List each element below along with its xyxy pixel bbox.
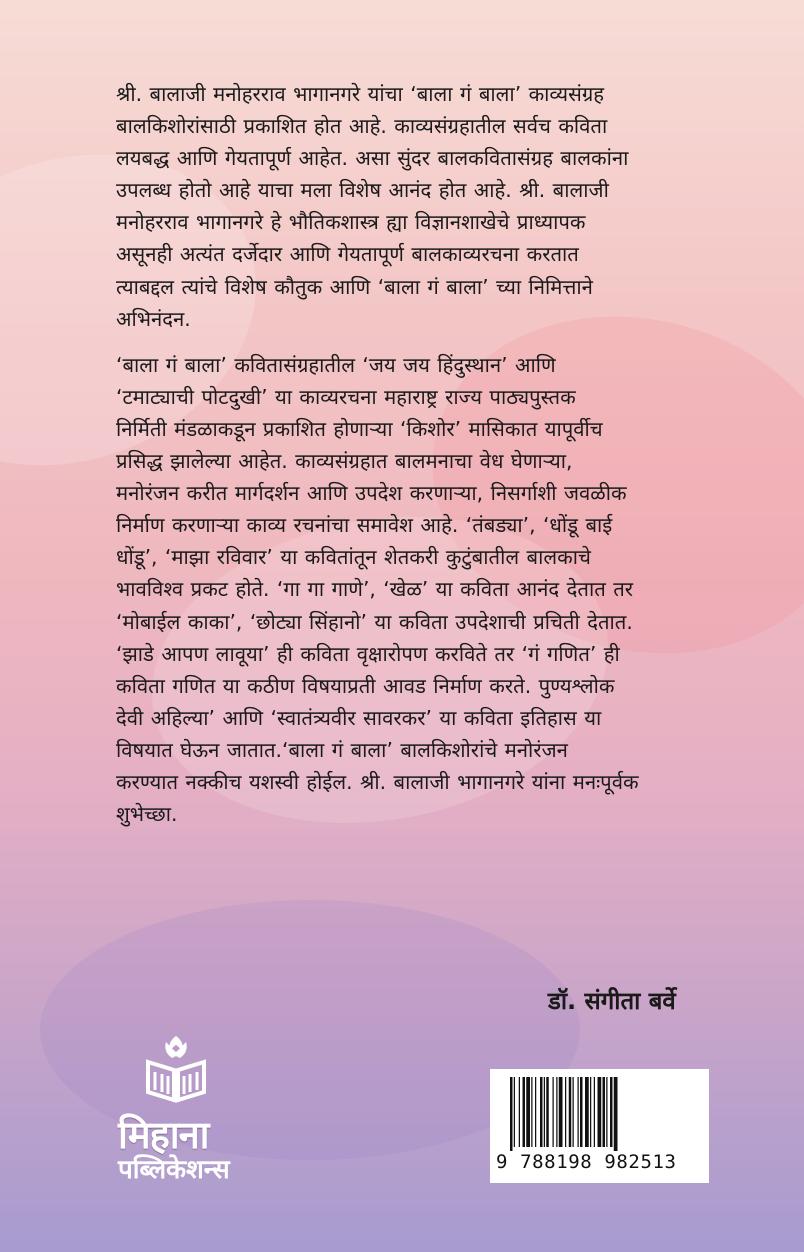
- barcode-bar: [540, 1077, 543, 1147]
- barcode-bar: [580, 1077, 583, 1147]
- blurb-paragraph-2: ‘बाला गं बाला’ कवितासंग्रहातील ‘जय जय हिंदुस्थान’ आणि ‘टमाट्याची पोटदुखी’ या काव्यरचना महाराष्ट्र राज्य पाठ्यपुस्तक निर्मिती मंडळाकडून प्रकाशित होणाऱ्या ‘किशोर’ मासिकात यापूर्वीच प्रसिद्ध झालेल्या आहेत. काव्यसंग्रहात बालमनाचा वेध घेणाऱ्या, मनोरंजन करीत मार्गदर्शन आणि उपदेश करणाऱ्या, निसर्गाशी जवळीक निर्माण करणाऱ्या काव्य रचनांचा समावेश आहे. ‘तंबड्या’, ‘धोंडू बाई धोंडू’, ‘माझा रविवार’ या कवितांतून शेतकरी कुटुंबातील बालकाचे भावविश्व प्रकट होते. ‘गा गा गाणे’, ‘खेळ’ या कविता आनंद देतात तर ‘मोबाईल काका’, ‘छोट्या सिंहानो’ या कविता उपदेशाची प्रचिती देतात. ‘झाडे आपण लावूया’ ही कविता वृक्षारोपण करविते तर ‘गं गणित’ ही कविता गणित या कठीण विषयाप्रती आवड निर्माण करते. पुण्यश्लोक देवी अहिल्या’ आणि ‘स्वातंत्र्यवीर सावरकर’ या कविता इतिहास या विषयात घेऊन जातात.‘बाला गं बाला’ बालकिशोरांचे मनोरंजन करण्यात नक्कीच यशस्वी होईल. श्री. बालाजी भागानगरे यांना मनःपूर्वक शुभेच्छा.: [116, 352, 639, 827]
- isbn-barcode: [490, 1069, 709, 1183]
- barcode-bar: [556, 1077, 557, 1147]
- barcode-bar: [610, 1077, 613, 1147]
- barcode-bar: [606, 1077, 607, 1147]
- barcode-bar: [514, 1077, 515, 1147]
- barcode-bar: [544, 1077, 545, 1147]
- barcode-bar: [519, 1077, 520, 1147]
- blurb-paragraph-1: श्री. बालाजी मनोहरराव भागानगरे यांचा ‘बाला गं बाला’ काव्यसंग्रह बालकिशोरांसाठी प्रकाशित होत आहे. काव्यसंग्रहातील सर्वच कविता लयबद्ध आणि गेयतापूर्ण आहेत. असा सुंदर बालकवितासंग्रह बालकांना उपलब्ध होतो आहे याचा मला विशेष आनंद होत आहे. श्री. बालाजी मनोहरराव भागानगरे हे भौतिकशास्त्र ह्या विज्ञानशाखेचे प्राध्यापक असूनही अत्यंत दर्जेदार आणि गेयतापूर्ण बालकाव्यरचना करतात त्याबद्दल त्यांचे विशेष कौतुक आणि ‘बाला गं बाला’ च्या निमित्ताने अभिनंदन.: [116, 82, 629, 331]
- barcode-bar: [573, 1077, 574, 1147]
- barcode-bar: [585, 1077, 589, 1147]
- author-signature: डॉ. संगीता बर्वे: [548, 987, 676, 1015]
- publisher-subtitle: पब्लिकेशन्स: [118, 1155, 230, 1185]
- back-cover-blurb: [116, 78, 684, 830]
- isbn-number: 9 788198 982513: [496, 1151, 677, 1173]
- barcode-bar: [535, 1077, 536, 1147]
- publisher-logo: [118, 1028, 268, 1188]
- barcode-bars: [510, 1077, 690, 1151]
- barcode-bar: [526, 1077, 530, 1147]
- barcode-bar: [594, 1077, 595, 1147]
- barcode-bar: [510, 1077, 513, 1151]
- barcode-bar: [614, 1077, 618, 1151]
- barcode-bar: [553, 1077, 554, 1147]
- barcode-bar: [546, 1077, 549, 1147]
- book-tulip-icon: [144, 1032, 208, 1104]
- barcode-bar: [578, 1077, 579, 1147]
- barcode-bar: [590, 1077, 591, 1147]
- publisher-name: मिहाना: [118, 1113, 209, 1157]
- barcode-bar: [603, 1077, 606, 1147]
- barcode-bar: [565, 1077, 566, 1147]
- barcode-bar: [569, 1077, 572, 1147]
- barcode-bar: [559, 1077, 563, 1147]
- barcode-bar: [531, 1077, 532, 1147]
- barcode-bar: [523, 1077, 526, 1147]
- barcode-bar: [598, 1077, 602, 1147]
